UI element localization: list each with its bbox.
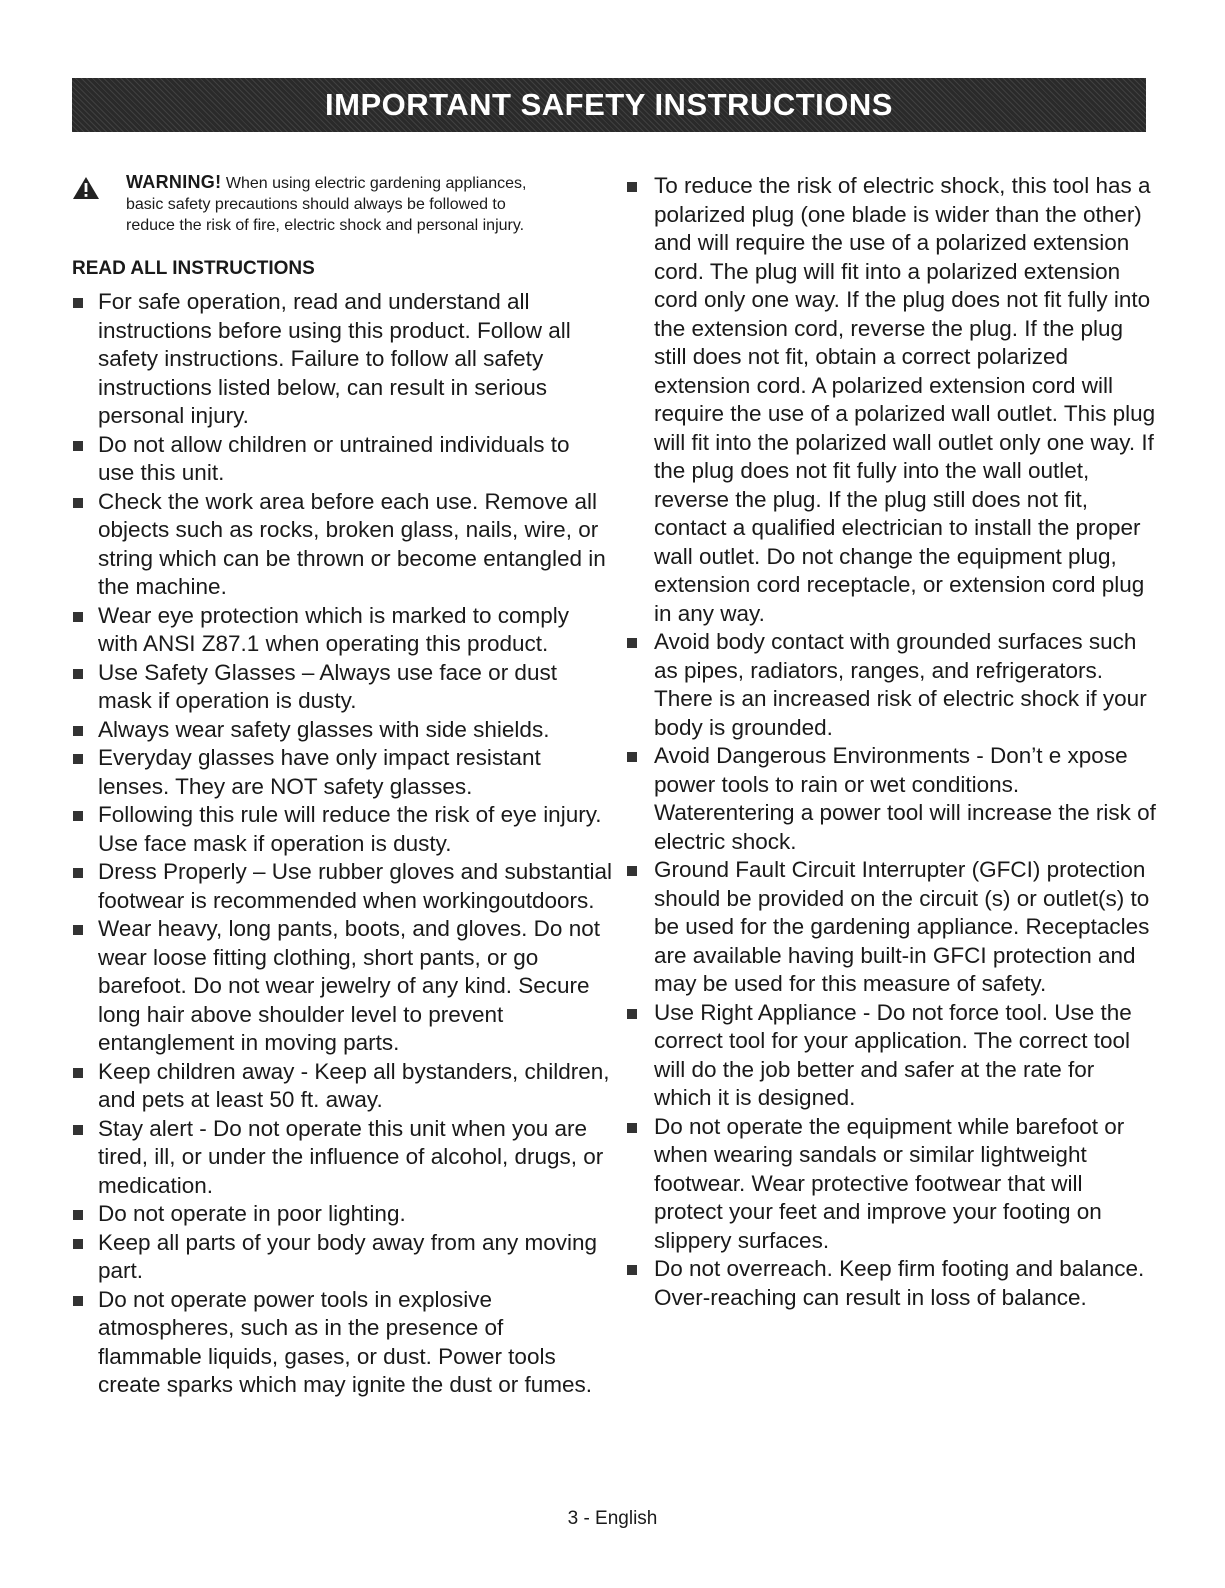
list-item — [72, 915, 612, 1058]
bullet-square-icon — [73, 612, 83, 622]
page-number: 3 - English — [567, 1508, 658, 1529]
list-item — [72, 1058, 612, 1115]
page-title: IMPORTANT SAFETY INSTRUCTIONS — [325, 87, 893, 122]
bullet-square-icon — [73, 1296, 83, 1306]
list-item-text: Check the work area before each use. Remove all objects such as rocks, broken glass, nails, wire, or string which can be thrown or become entangled in the machine. — [98, 488, 606, 599]
list-item — [72, 1286, 612, 1400]
bullet-square-icon — [627, 752, 637, 762]
section-title: READ ALL INSTRUCTIONS — [72, 258, 315, 279]
bullet-square-icon — [73, 811, 83, 821]
warning-block — [72, 172, 612, 236]
list-item-text: Do not operate the equipment while barefoot or when wearing sandals or similar lightweight footwear. Wear protective footwear that will protect your feet and improve your footing on slippery surfaces. — [654, 1113, 1125, 1253]
list-item — [72, 1200, 612, 1229]
list-item-text: Avoid Dangerous Environments - Don’t e xpose power tools to rain or wet conditions. Waterentering a power tool will increase the risk of electric shock. — [654, 743, 1156, 854]
list-item-text: Do not operate in poor lighting. — [98, 1201, 406, 1226]
list-item — [626, 628, 1156, 742]
list-item — [626, 999, 1156, 1113]
bullet-square-icon — [73, 1068, 83, 1078]
right-instruction-list — [626, 172, 1156, 1312]
bullet-square-icon — [73, 1210, 83, 1220]
list-item-text: Always wear safety glasses with side shields. — [98, 716, 550, 742]
bullet-square-icon — [627, 182, 637, 192]
bullet-square-icon — [627, 866, 637, 876]
list-item — [72, 659, 612, 716]
list-item-text: Stay alert - Do not operate this unit when you are tired, ill, or under the influence of alcohol, drugs, or medication. — [98, 1115, 604, 1198]
bullet-square-icon — [73, 868, 83, 878]
list-item-text: For safe operation, read and understand all instructions before using this product. Follow all safety instructions. Failure to follow all safety instructions listed below, can result in serious personal injury. — [98, 289, 571, 428]
list-item-text: Do not operate power tools in explosive atmospheres, such as in the presence of flammable liquids, gases, or dust. Power tools create sparks which may ignite the dust or fumes. — [98, 1286, 592, 1397]
list-item-text: To reduce the risk of electric shock, this tool has a polarized plug (one blade is wider than the other) and will require the use of a polarized extension cord. The plug will fit into a polarized extension cord only one way. If the plug does not fit fully into the extension cord, reverse the plug. If the plug still does not fit, obtain a correct polarized extension cord. A polarized extension cord will require the use of a polarized wall outlet. This plug will fit into the polarized wall outlet only one way. If the plug does not fit fully into the wall outlet, reverse the plug. If the plug still does not fit, contact a qualified electrician to install the proper wall outlet. Do not change the equipment plug, extension cord receptacle, or extension cord plug in any way. — [654, 173, 1156, 626]
list-item — [72, 288, 612, 431]
bullet-square-icon — [627, 1123, 637, 1133]
left-column — [72, 172, 612, 1400]
list-item — [626, 856, 1156, 999]
bullet-square-icon — [627, 1009, 637, 1019]
right-column — [626, 172, 1156, 1312]
list-item — [72, 488, 612, 602]
warning-triangle-icon — [72, 176, 100, 200]
bullet-square-icon — [73, 498, 83, 508]
list-item-text: Do not overreach. Keep firm footing and balance. Over-reaching can result in loss of balance. — [654, 1256, 1145, 1310]
list-item-text: Following this rule will reduce the risk of eye injury. Use face mask if operation is dusty. — [98, 802, 602, 856]
list-item-text: Wear heavy, long pants, boots, and gloves. Do not wear loose fitting clothing, short pants, or go barefoot. Do not wear jewelry of any kind. Secure long hair above shoulder level to prevent entanglement in moving parts. — [98, 916, 600, 1055]
bullet-square-icon — [73, 1125, 83, 1135]
warning-label: WARNING! — [126, 172, 222, 192]
list-item-text: Use Right Appliance - Do not force tool. Use the correct tool for your application. The correct tool will do the job better and safer at the rate for which it is designed. — [654, 999, 1132, 1110]
title-banner — [72, 78, 1146, 132]
bullet-square-icon — [73, 754, 83, 764]
list-item — [626, 1255, 1156, 1312]
warning-body: When using electric gardening appliances, basic safety precautions should always be followed to reduce the risk of fire, electric shock and personal injury. — [126, 175, 527, 234]
list-item — [72, 1115, 612, 1201]
list-item — [72, 716, 612, 745]
list-item — [72, 801, 612, 858]
bullet-square-icon — [73, 726, 83, 736]
warning-text-block — [126, 172, 546, 236]
list-item-text: Keep all parts of your body away from any moving part. — [98, 1229, 597, 1283]
list-item-text: Everyday glasses have only impact resistant lenses. They are NOT safety glasses. — [98, 745, 541, 799]
bullet-square-icon — [73, 298, 83, 308]
bullet-square-icon — [73, 925, 83, 935]
list-item — [626, 172, 1156, 628]
list-item — [72, 744, 612, 801]
list-item-text: Wear eye protection which is marked to comply with ANSI Z87.1 when operating this product. — [98, 602, 570, 656]
left-instruction-list — [72, 288, 612, 1400]
list-item-text: Ground Fault Circuit Interrupter (GFCI) protection should be provided on the circuit (s) or outlet(s) to be used for the gardening appliance. Receptacles are available having built-in GFCI protection and may be used for this measure of safety. — [654, 857, 1150, 996]
list-item — [626, 1113, 1156, 1256]
list-item — [72, 431, 612, 488]
bullet-square-icon — [627, 1265, 637, 1275]
list-item — [72, 858, 612, 915]
bullet-square-icon — [73, 441, 83, 451]
list-item-text: Avoid body contact with grounded surfaces such as pipes, radiators, ranges, and refrigerators. There is an increased risk of electric shock if your body is grounded. — [654, 629, 1147, 740]
list-item-text: Keep children away - Keep all bystanders, children, and pets at least 50 ft. away. — [98, 1058, 610, 1112]
list-item-text: Dress Properly – Use rubber gloves and substantial footwear is recommended when workingoutdoors. — [98, 859, 613, 913]
list-item-text: Use Safety Glasses – Always use face or dust mask if operation is dusty. — [98, 659, 557, 713]
list-item — [72, 602, 612, 659]
bullet-square-icon — [73, 1239, 83, 1249]
list-item — [72, 1229, 612, 1286]
bullet-square-icon — [627, 638, 637, 648]
bullet-square-icon — [73, 669, 83, 679]
list-item — [626, 742, 1156, 856]
list-item-text: Do not allow children or untrained individuals to use this unit. — [98, 431, 570, 485]
